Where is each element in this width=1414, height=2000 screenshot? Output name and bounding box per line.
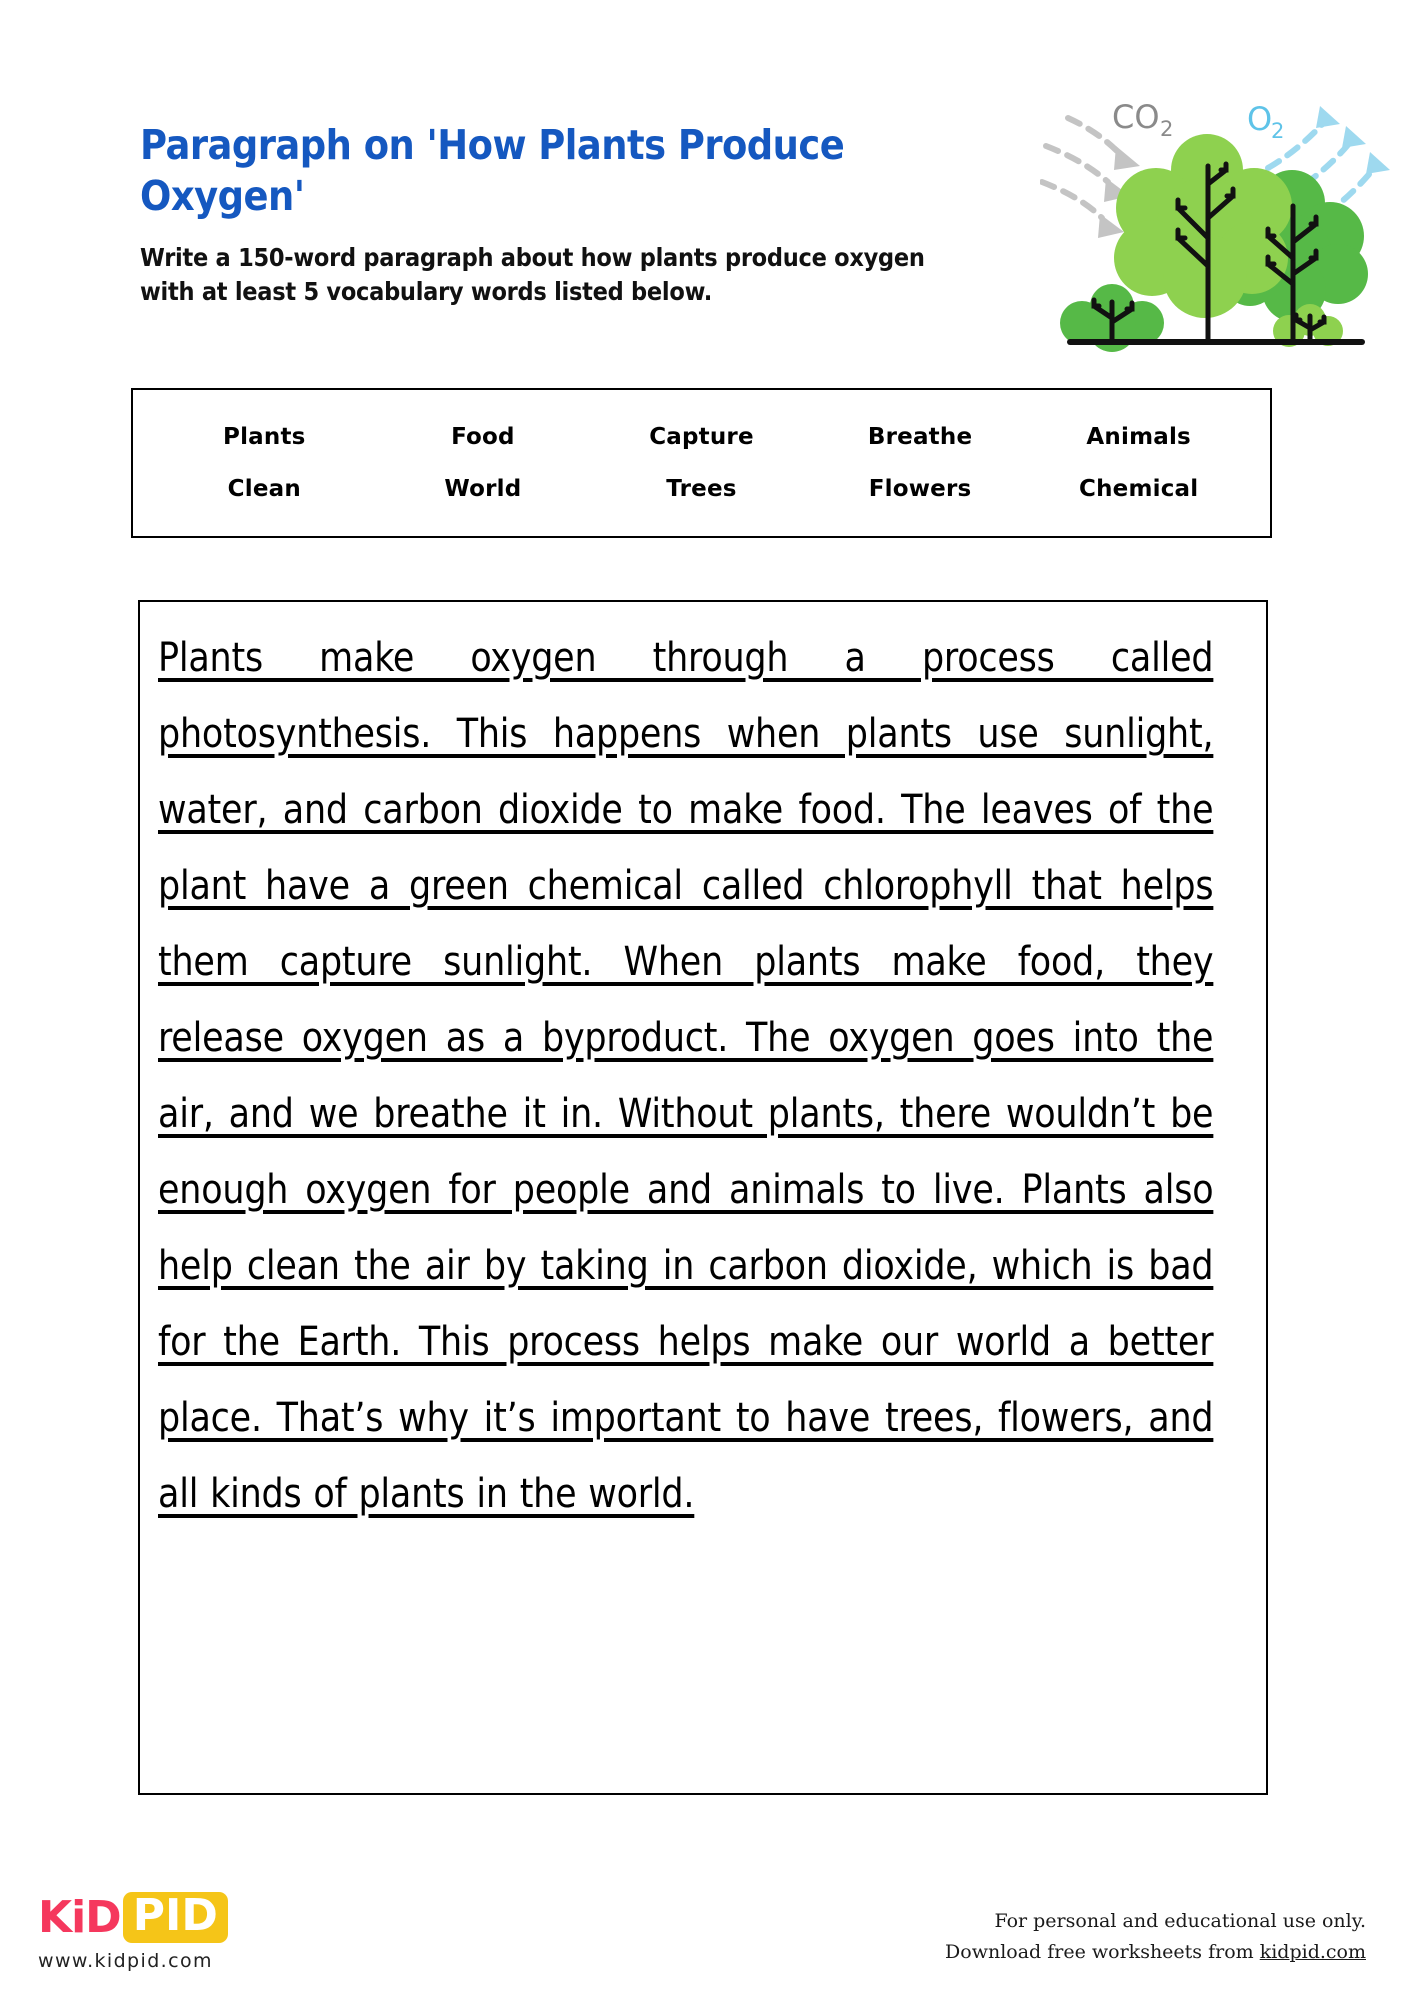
logo-pid-text: PID (123, 1892, 228, 1943)
o2-label: O (1247, 100, 1273, 138)
kidpid-logo (38, 1892, 338, 1972)
answer-box[interactable] (138, 600, 1268, 1795)
vocabulary-word: Capture (649, 424, 754, 450)
logo-kid-text: KiD (38, 1891, 121, 1943)
vocabulary-word: Food (451, 424, 515, 450)
co2-label: CO (1112, 98, 1160, 136)
photosynthesis-illustration (1040, 78, 1390, 353)
page-title: Paragraph on 'How Plants Produce Oxygen' (140, 121, 845, 221)
footer-note-prefix: Download free worksheets from (945, 1941, 1260, 1964)
footer-note-line2 (945, 1937, 1366, 1968)
vocabulary-word: World (444, 476, 522, 502)
vocabulary-box (131, 388, 1272, 538)
svg-text:2: 2 (1160, 117, 1174, 141)
kidpid-link[interactable]: kidpid.com (1259, 1941, 1366, 1964)
vocabulary-word: Chemical (1079, 476, 1199, 502)
vocabulary-word: Trees (666, 476, 737, 502)
tree-canopy-main (1114, 134, 1292, 318)
logo-website-url: www.kidpid.com (38, 1950, 213, 1972)
vocabulary-row (155, 476, 1248, 502)
vocabulary-word: Plants (223, 424, 306, 450)
vocabulary-word: Flowers (868, 476, 972, 502)
header (140, 120, 1020, 310)
vocabulary-word: Animals (1086, 424, 1191, 450)
svg-text:2: 2 (1271, 119, 1285, 143)
vocabulary-word: Breathe (867, 424, 973, 450)
footer-note (945, 1906, 1366, 1969)
footer-note-line1: For personal and educational use only. (994, 1910, 1366, 1932)
logo-mark (38, 1892, 338, 1943)
co2-arrows (1042, 118, 1118, 218)
instructions-text: Write a 150-word paragraph about how plants produce oxygen with at least 5 vocabulary words listed below. (140, 242, 925, 307)
vocabulary-row (155, 424, 1248, 450)
answer-paragraph[interactable]: Plants make oxygen through a process called photosynthesis. This happens when plants use sunlight, water, and carbon dioxide to make food. The leaves of the plant have a green chemical called chlorophyll that helps them capture sunlight. When plants make food, they release oxygen as a byproduct. The oxygen goes into the air, and we breathe it in. Without plants, there wouldn’t be enough oxygen for people and animals to live. Plants also help clean the air by taking in carbon dioxide, which is bad for the Earth. This process helps make our world a better place. That’s why it’s important to have trees, flowers, and all kinds of plants in the world. (158, 635, 1214, 1517)
vocabulary-word: Clean (227, 476, 301, 502)
